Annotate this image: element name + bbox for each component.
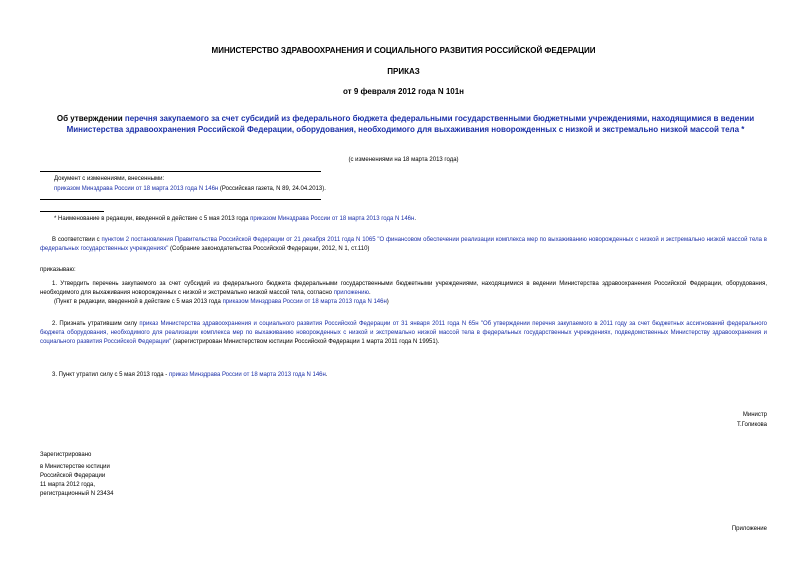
changes-suffix: (Российская газета, N 89, 24.04.2013).	[218, 186, 326, 192]
item-3-paragraph	[40, 371, 767, 380]
item-1-note-link[interactable]: приказом Минздрава России от 18 марта 2013 года N 146н	[222, 299, 387, 305]
item-1-text: 1. Утвердить перечень закупаемого за счет субсидий из федерального бюджета федеральными государственными бюджетными учреждениями, находящимися в ведении Министерства здравоохранения Российской Федерации, оборудования, необходимого для выхаживания новорожденных с низкой и экстремально низкой массой тела, согласно	[40, 281, 767, 296]
appendix-label: Приложение	[731, 526, 767, 532]
changes-box-bottom-rule	[40, 199, 321, 200]
document-title	[42, 113, 769, 135]
item-1-paragraph	[40, 280, 767, 298]
changes-box-top-rule	[40, 171, 321, 172]
changes-intro: Документ с изменениями, внесенными:	[54, 176, 165, 182]
item-1-note-end: )	[386, 299, 389, 305]
item-1-appendix-link[interactable]: приложению	[333, 290, 369, 296]
signature-position: Министр	[742, 412, 767, 418]
title-prefix: Об утверждении	[56, 114, 125, 123]
registration-line-2: в Министерстве юстиции	[40, 464, 110, 470]
footnote-link[interactable]: приказом Минздрава России от 18 марта 2013 года N 146н	[250, 216, 415, 222]
order-word: приказываю:	[40, 267, 76, 273]
preamble-link[interactable]: пунктом 2 постановления Правительства Российской Федерации от 21 декабря 2011 года N 1065 "О финансовом обеспечении реализации комплекса мер по выхаживанию новорожденных с низкой и экстремально низкой массой тела в федеральных государственных учреждениях"	[40, 237, 767, 252]
preamble-suffix: (Собрание законодательства Российской Федерации, 2012, N 1, ст.110)	[168, 246, 370, 252]
footnote	[54, 215, 754, 224]
ministry-heading: МИНИСТЕРСТВО ЗДРАВООХРАНЕНИЯ И СОЦИАЛЬНОГО РАЗВИТИЯ РОССИЙСКОЙ ФЕДЕРАЦИИ	[211, 46, 596, 55]
registration-line-3: Российской Федерации	[40, 473, 106, 479]
amendment-note: (с изменениями на 18 марта 2013 года)	[348, 157, 459, 163]
item-3-end: .	[325, 372, 328, 378]
item-1-note	[54, 298, 754, 307]
item-3-prefix: 3. Пункт утратил силу с 5 мая 2013 года -	[52, 372, 169, 378]
footnote-text: * Наименование в редакции, введенной в действие с 5 мая 2013 года	[54, 216, 251, 222]
document-type-heading: ПРИКАЗ	[387, 67, 420, 76]
item-2-paragraph	[40, 320, 767, 347]
registration-line-5: регистрационный N 23434	[40, 491, 114, 497]
changes-link[interactable]: приказом Минздрава России от 18 марта 2013 года N 146н	[54, 186, 219, 192]
footnote-end: .	[414, 216, 416, 222]
title-link[interactable]: перечня закупаемого за счет субсидий из федерального бюджета федеральными государственными бюджетными учреждениями, находящимися в ведении Министерства здравоохранения Российской Федерации, оборудования, необходимого для выхаживания новорожденных с низкой и экстремально низкой массой тела *	[66, 114, 755, 134]
footnote-rule	[40, 211, 104, 212]
registration-line-1: Зарегистрировано	[40, 452, 92, 458]
item-2-link[interactable]: приказ Министерства здравоохранения и социального развития Российской Федерации от 31 января 2011 года N 65н "Об утверждении перечня закупаемого в 2011 году за счет бюджетных ассигнований федерального бюджета оборудования, необходимого для реализации комплекса мер по выхаживанию новорожденных с низкой и экстремально низкой массой тела в федеральных государственных учреждениях, подведомственных Министерству здравоохранения и социального развития Российской Федерации"	[40, 321, 767, 345]
item-2-suffix: (зарегистрирован Министерством юстиции Российской Федерации 1 марта 2011 года N 19951).	[171, 339, 440, 345]
item-3-link[interactable]: приказ Минздрава России от 18 марта 2013 года N 146н	[168, 372, 326, 378]
item-2-prefix: 2. Признать утратившим силу	[52, 321, 140, 327]
item-1-end: .	[368, 290, 371, 296]
preamble-paragraph	[40, 236, 767, 254]
changes-line	[54, 185, 354, 194]
registration-line-4: 11 марта 2012 года,	[40, 482, 96, 488]
item-1-note-prefix: (Пункт в редакции, введенной в действие с 5 мая 2013 года	[54, 299, 223, 305]
document-date-number: от 9 февраля 2012 года N 101н	[342, 87, 465, 96]
signature-name: Т.Голикова	[736, 422, 767, 428]
preamble-prefix: В соответствии с	[52, 237, 102, 243]
